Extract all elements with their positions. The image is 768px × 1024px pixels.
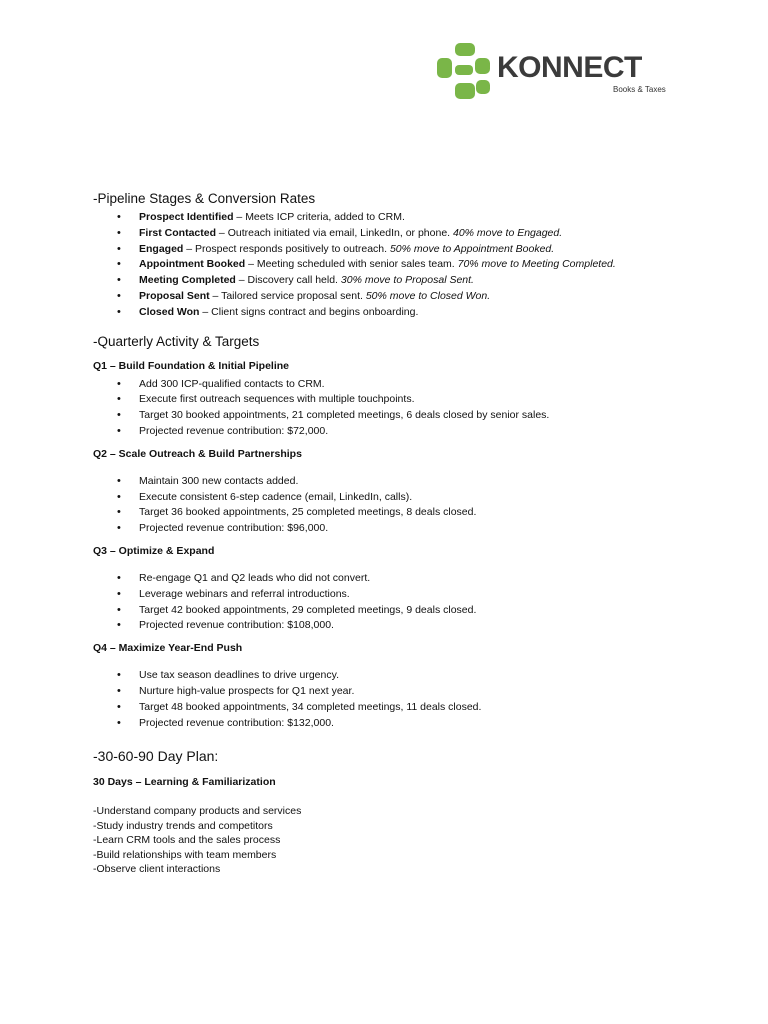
quarter-activity-item: • Re-engage Q1 and Q2 leads who did not convert. — [139, 571, 713, 587]
plan-30-days-heading: 30 Days – Learning & Familiarization — [93, 776, 276, 789]
quarter-heading: Q2 – Scale Outreach & Build Partnerships — [93, 447, 302, 460]
quarter-heading: Q4 – Maximize Year-End Push — [93, 642, 243, 655]
quarters-container — [93, 359, 713, 732]
quarter-activity-item: • Target 30 booked appointments, 21 completed meetings, 6 deals closed by senior sales. — [139, 408, 713, 424]
pipeline-conversion-rate: 70% move to Meeting Completed. — [457, 258, 616, 271]
pipeline-stage-name: Appointment Booked — [139, 258, 246, 271]
quarter-activity-item: • Nurture high-value prospects for Q1 next year. — [139, 684, 713, 700]
pipeline-stage-description: – Prospect responds positively to outreach. — [183, 242, 390, 255]
pipeline-stage-item — [139, 305, 713, 321]
quarter-activity-list — [93, 377, 713, 440]
quarter-activity-list — [93, 571, 713, 634]
quarter-activity-item: • Use tax season deadlines to drive urgency. — [139, 668, 713, 684]
pipeline-conversion-rate: 50% move to Appointment Booked. — [389, 242, 555, 255]
quarter-activity-item: • Projected revenue contribution: $108,000. — [139, 618, 713, 634]
plan-heading: -30-60-90 Day Plan: — [93, 748, 219, 765]
pipeline-stage-description: – Tailored service proposal sent. — [209, 289, 366, 302]
pipeline-stage-name: Meeting Completed — [139, 274, 236, 287]
quarter-activity-item: • Leverage webinars and referral introductions. — [139, 587, 713, 603]
quarter-heading: Q1 – Build Foundation & Initial Pipeline — [93, 359, 290, 372]
quarter-activity-item: • Add 300 ICP-qualified contacts to CRM. — [139, 377, 713, 393]
pipeline-stage-name: Engaged — [139, 242, 184, 255]
quarter-activity-list — [93, 668, 713, 731]
pipeline-stage-description: – Meeting scheduled with senior sales team. — [245, 258, 458, 271]
document-body — [93, 190, 713, 876]
pipeline-stage-item — [139, 289, 713, 305]
pipeline-stage-name: Proposal Sent — [139, 289, 210, 302]
pipeline-stage-item — [139, 210, 713, 226]
pipeline-conversion-rate: 40% move to Engaged. — [453, 226, 563, 239]
logo-wordmark: KONNECT — [497, 51, 642, 84]
pipeline-stage-item — [139, 242, 713, 258]
quarterly-heading: -Quarterly Activity & Targets — [93, 333, 260, 349]
plan-item: -Build relationships with team members — [93, 848, 277, 861]
plan-item: -Understand company products and services — [93, 805, 302, 818]
quarter-activity-item: • Target 36 booked appointments, 25 completed meetings, 8 deals closed. — [139, 505, 713, 521]
quarter-activity-item: • Execute consistent 6-step cadence (email, LinkedIn, calls). — [139, 490, 713, 506]
quarter-activity-item: • Projected revenue contribution: $72,000. — [139, 424, 713, 440]
pipeline-conversion-rate: 50% move to Closed Won. — [365, 289, 491, 302]
pipeline-stage-item — [139, 273, 713, 289]
pipeline-stage-item — [139, 226, 713, 242]
pipeline-stage-description: – Meets ICP criteria, added to CRM. — [233, 211, 405, 223]
quarter-activity-item: • Projected revenue contribution: $132,000. — [139, 716, 713, 732]
plan-item: -Study industry trends and competitors — [93, 819, 273, 832]
logo-mark-icon — [435, 41, 497, 103]
quarter-activity-item: • Maintain 300 new contacts added. — [139, 474, 713, 490]
logo-tagline: Books & Taxes — [613, 85, 666, 94]
quarter-activity-item: • Target 42 booked appointments, 29 completed meetings, 9 deals closed. — [139, 603, 713, 619]
pipeline-stage-name: Prospect Identified — [139, 211, 234, 223]
quarter-activity-item: • Target 48 booked appointments, 34 completed meetings, 11 deals closed. — [139, 700, 713, 716]
company-logo — [435, 41, 680, 103]
pipeline-stage-list — [93, 210, 713, 321]
quarter-activity-item: • Execute first outreach sequences with multiple touchpoints. — [139, 392, 713, 408]
pipeline-heading: -Pipeline Stages & Conversion Rates — [93, 191, 316, 206]
pipeline-stage-name: First Contacted — [139, 226, 217, 239]
pipeline-stage-description: – Discovery call held. — [235, 274, 341, 287]
quarter-activity-list — [93, 474, 713, 537]
pipeline-conversion-rate: 30% move to Proposal Sent. — [340, 274, 474, 287]
pipeline-stage-name: Closed Won — [139, 305, 200, 318]
pipeline-stage-description: – Outreach initiated via email, LinkedIn, or phone. — [216, 226, 453, 239]
plan-item: -Observe client interactions — [93, 862, 221, 875]
plan-30-days-list — [93, 804, 713, 876]
quarter-heading: Q3 – Optimize & Expand — [93, 544, 215, 557]
quarter-activity-item: • Projected revenue contribution: $96,000. — [139, 521, 713, 537]
pipeline-stage-description: – Client signs contract and begins onboarding. — [199, 305, 419, 318]
plan-item: -Learn CRM tools and the sales process — [93, 834, 281, 847]
pipeline-stage-item — [139, 257, 713, 273]
